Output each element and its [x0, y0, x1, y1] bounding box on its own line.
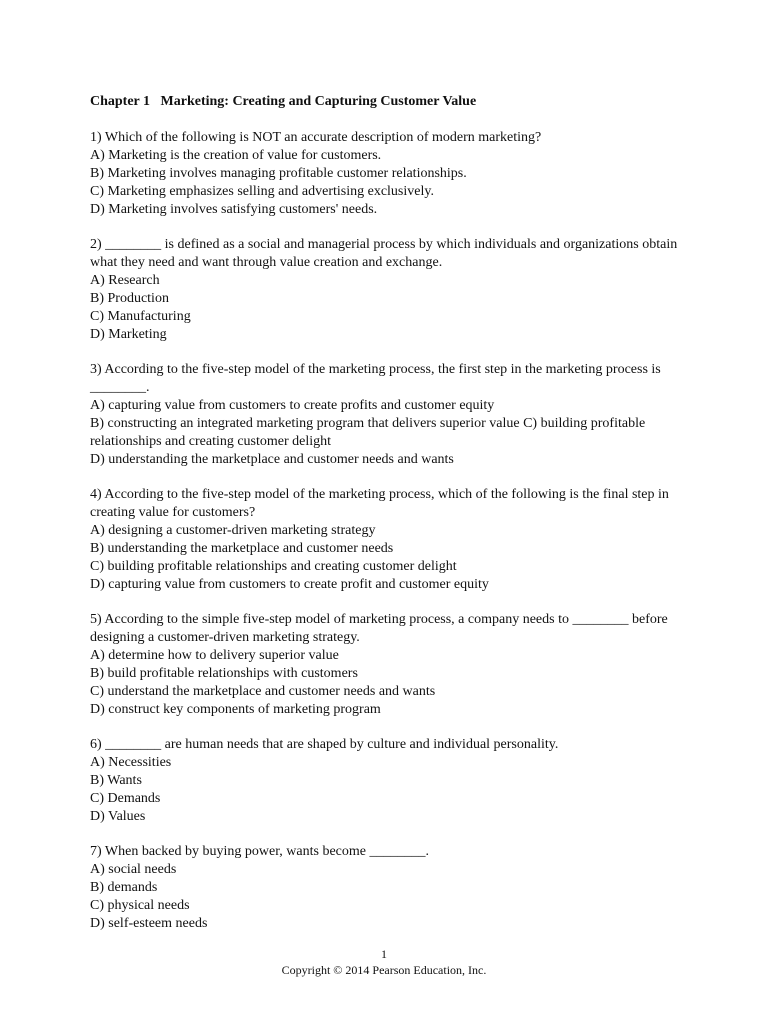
question-text: 4) According to the five-step model of the marketing process, which of the following is the final step in creating value for customers? [90, 487, 669, 520]
answer-option: D) Marketing involves satisfying customers' needs. [90, 201, 378, 217]
question-1 [90, 129, 690, 219]
answer-option: C) Manufacturing [90, 308, 191, 324]
answer-option: B) Wants [90, 772, 142, 788]
answer-option: A) determine how to delivery superior value [90, 647, 339, 663]
answer-option: C) physical needs [90, 898, 190, 913]
question-3 [90, 361, 690, 468]
question-text: 3) According to the five-step model of the marketing process, the first step in the marketing process is ________. [90, 362, 661, 395]
answer-option: B) constructing an integrated marketing program that delivers superior value C) building profitable relationships and creating customer delight [90, 415, 646, 449]
question-text: 2) ________ is defined as a social and managerial process by which individuals and organizations obtain what they need and want through value creation and exchange. [90, 237, 678, 270]
answer-option: C) Marketing emphasizes selling and advertising exclusively. [90, 183, 434, 199]
answer-option: A) Research [90, 272, 160, 288]
answer-option: A) Marketing is the creation of value for customers. [90, 147, 382, 163]
question-6 [90, 736, 690, 826]
copyright-notice: Copyright © 2014 Pearson Education, Inc. [281, 963, 487, 977]
answer-option: B) understanding the marketplace and customer needs [90, 540, 394, 556]
page-number: 1 [381, 947, 387, 961]
answer-option: D) understanding the marketplace and customer needs and wants [90, 451, 454, 467]
answer-option: C) Demands [90, 790, 161, 806]
answer-option: B) build profitable relationships with customers [90, 665, 358, 681]
answer-option: A) Necessities [90, 755, 172, 771]
answer-option: B) Production [90, 290, 169, 306]
answer-option: B) Marketing involves managing profitable customer relationships. [90, 165, 467, 181]
answer-option: A) capturing value from customers to create profits and customer equity [90, 397, 495, 413]
answer-option: C) building profitable relationships and creating customer delight [90, 558, 457, 574]
question-7 [90, 843, 690, 933]
question-5 [90, 611, 690, 718]
answer-option: D) capturing value from customers to create profit and customer equity [90, 576, 489, 592]
question-4 [90, 486, 690, 593]
answer-option: D) Values [90, 808, 146, 824]
answer-option: D) self-esteem needs [90, 915, 208, 931]
question-text: 7) When backed by buying power, wants become ________. [90, 844, 429, 860]
question-text: 6) ________ are human needs that are shaped by culture and individual personality. [90, 737, 559, 753]
question-text: 1) Which of the following is NOT an accurate description of modern marketing? [90, 129, 542, 145]
answer-option: D) Marketing [90, 326, 167, 342]
question-text: 5) According to the simple five-step model of marketing process, a company needs to ________ before designing a customer-driven marketing strategy. [90, 612, 668, 646]
question-2 [90, 236, 690, 343]
answer-option: A) social needs [90, 862, 177, 878]
answer-option: A) designing a customer-driven marketing strategy [90, 522, 376, 538]
page-content [90, 93, 690, 950]
answer-option: D) construct key components of marketing program [90, 701, 381, 717]
answer-option: B) demands [90, 880, 158, 896]
answer-option: C) understand the marketplace and customer needs and wants [90, 683, 436, 699]
chapter-title: Chapter 1 Marketing: Creating and Capturing Customer Value [90, 94, 477, 109]
